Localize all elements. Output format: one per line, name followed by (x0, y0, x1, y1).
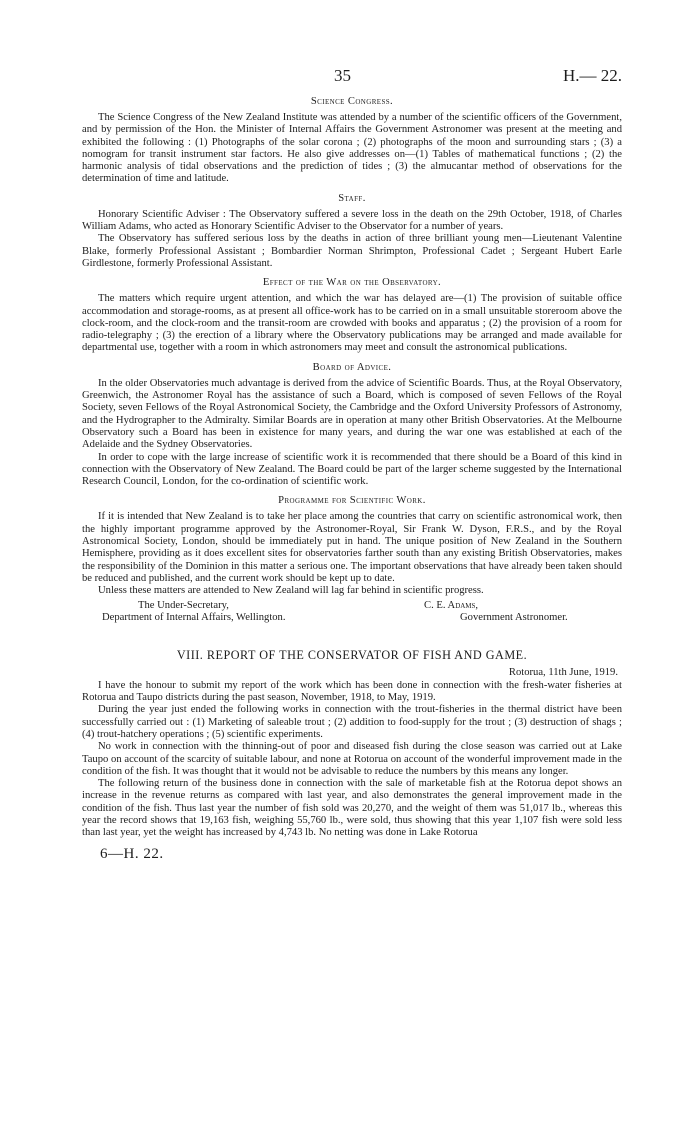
document-page (82, 64, 622, 863)
paragraph: If it is intended that New Zealand is to take her place among the countries that carry on scientific astronomical work, then the highly important programme approved by the Astronomer-Royal, Sir Frank W. Dyson, F.R.S., and by the Royal Astronomical Society, London, should be immediately put in hand. The unique position of New Zealand in the Southern Hemisphere, providing as it does excellent sites for observatories farther south than any existing British Observatories, makes the responsibility of the Dominion in this matter a serious one. The important observations that have already been taken should be reduced and published, and the current work should be kept up to date. (82, 511, 622, 584)
paragraph: In the older Observatories much advantage is derived from the advice of Scientific Boards. Thus, at the Royal Observatory, Greenwich, the Astronomer Royal has the assistance of such a Board, which is composed of seven Fellows of the Royal Society, seven Fellows of the Royal Astronomical Society, the Cambridge and the Oxford University Professors of Astronomy, and the Hydrographer to the Admiralty. Similar Boards are in operation at many other British Observatories. At the Melbourne Observatory such a Board has been in existence for many years, and during the war one was established at each of the Adelaide and the Sydney Observatories. (82, 377, 622, 451)
signer-title: Government Astronomer. (460, 611, 568, 623)
paragraph: During the year just ended the following works in connection with the trout-fisheries in the thermal district have been successfully carried out : (1) Marketing of saleable trout ; (2) addition to food-supply for the trout ; (3) destruction of shags ; (4) trout-hatchery operations ; (5) scientific experiments. (82, 704, 622, 740)
signer-name: C. E. Adams, (424, 599, 479, 611)
printer-signature-mark: 6—H. 22. (100, 845, 164, 862)
section-heading-staff: Staff. (338, 192, 366, 204)
dateline: Rotorua, 11th June, 1919. (508, 666, 618, 678)
paragraph: In order to cope with the large increase of scientific work it is recommended that there should be a Board of this kind in connection with the Observatory of New Zealand. The Board could be part of the larger scheme suggested by the International Research Council, London, for the co-ordination of scientific work. (82, 451, 622, 488)
addressee-line: The Under-Secretary, (138, 599, 229, 611)
page-number: 35 (334, 66, 351, 85)
paragraph: The Science Congress of the New Zealand Institute was attended by a number of the scientific officers of the Government, and by permission of the Hon. the Minister of Internal Affairs the Government Astronomer was present at the meeting and exhibited the following : (1) Photographs of the solar corona ; (2) photographs of the moon and surrounding stars ; (3) a nomogram for transit instrument star factors. He also give addresses on—(1) Tables of mathematical functions ; (2) the harmonic analysis of tidal observations and the prediction of tides ; (3) the almucantar method of observations for the determination of time and latitude. (82, 112, 622, 185)
signature-block (82, 600, 622, 626)
paragraph: Unless these matters are attended to New Zealand will lag far behind in scientific progress. (98, 585, 484, 597)
section-heading-war-effect: Effect of the War on the Observatory. (262, 277, 442, 289)
section-heading-science-congress: Science Congress. (310, 96, 394, 107)
paragraph: The Observatory has suffered serious loss by the deaths in action of three brilliant young men—Lieutenant Valentine Blake, formerly Professional Assistant ; Bombardier Norman Shrimpton, Professional Cadet ; Sergeant Hubert Earle Girdlestone, formerly Professional Assistant. (82, 233, 622, 269)
addressee (82, 600, 362, 625)
paragraph: Honorary Scientific Adviser : The Observatory suffered a severe loss in the death on the 29th October, 1918, of Charles William Adams, who acted as Honorary Scientific Adviser to the Observator for a number of years. (82, 208, 622, 233)
signer (382, 600, 622, 625)
paragraph: I have the honour to submit my report of the work which has been done in connection with the fresh-water fisheries at Rotorua and Taupo districts during the past season, November, 1918, to May, 1919. (82, 679, 622, 704)
paragraph: The following return of the business done in connection with the sale of marketable fish at the Rotorua depot shows an increase in the revenue returns as compared with last year, and also demonstrates the general improvement made in the condition of the fish. Thus last year the number of fish sold was 20,270, and the weight of them was 51,017 lb., whereas this year the record shows that 19,163 fish, weighing 55,760 lb., were sold, thus showing that this year 1,107 fish were sold less than last year, yet the weight has increased by 4,743 lb. No netting was done in Lake Rotorua (82, 778, 622, 839)
section-heading-board-of-advice: Board of Advice. (312, 361, 392, 373)
addressee-line: Department of Internal Affairs, Wellington. (102, 611, 286, 623)
paragraph: No work in connection with the thinning-out of poor and diseased fish during the close season was carried out at Lake Taupo on account of the scarcity of suitable labour, and none at Rotorua on account of the wonderful improvement made in the condition of the fish. It was thought that it would not be advisable to reduce the numbers by this means any longer. (82, 741, 622, 777)
paragraph: The matters which require urgent attention, and which the war has delayed are—(1) The provision of suitable office accommodation and storage-rooms, as at present all office-work has to be carried on in a small unsuitable storeroom above the clock-room, and the clock-room and the transit-room are crowded with books and apparatus ; (2) the provision of a room for radio-telegraphy ; (3) the erection of a library where the Observatory publications may be arranged and made available for departmental use, together with a room in which astronomers may meet and consult the astronomical publications. (82, 293, 622, 354)
paper-code: H.— 22. (562, 66, 622, 85)
running-head (82, 64, 622, 90)
section-heading-programme: Programme for Scientific Work. (278, 495, 426, 507)
report-title: VIII. REPORT OF THE CONSERVATOR OF FISH AND GAME. (176, 647, 528, 662)
